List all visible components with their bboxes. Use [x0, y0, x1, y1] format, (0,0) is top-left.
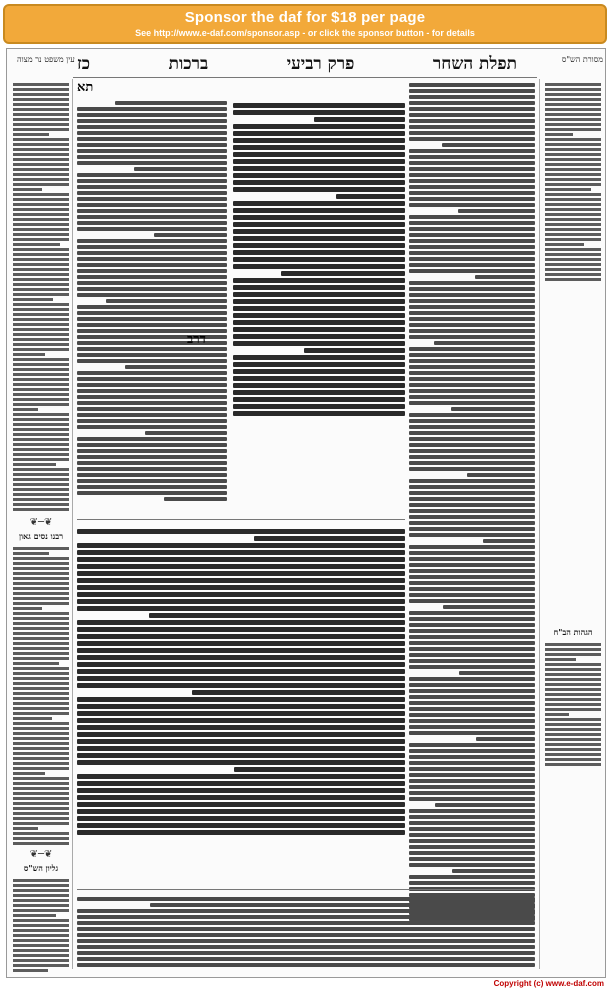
- mesoret-hashas-column: [545, 81, 601, 281]
- copyright-notice[interactable]: Copyright (c) www.e-daf.com: [493, 979, 604, 988]
- right-margin-rule: [539, 79, 540, 969]
- gilyon-hashas-label: גליון הש"ס: [23, 863, 59, 873]
- daf-number: כז: [77, 54, 91, 74]
- talmud-page: [6, 48, 606, 978]
- page-header: [77, 53, 517, 75]
- sponsor-banner[interactable]: [3, 4, 607, 44]
- bottom-commentary: [77, 895, 535, 971]
- tosafot-heading-word: דרב: [187, 332, 206, 347]
- ein-mishpat-label: עין משפט נר מצוה: [17, 55, 75, 64]
- hagahot-bach-column: [545, 641, 601, 771]
- rabbeinu-nissim-column: [13, 545, 69, 845]
- mesoret-hashas-label: מסורת הש"ס: [561, 55, 603, 64]
- hagahot-bach-label: הגהות הב"ח: [553, 627, 593, 637]
- gemara-main-text-lower: [77, 527, 405, 882]
- rabbeinu-nissim-label: רבנו נסים גאון: [18, 531, 64, 541]
- left-column-ornament-2: ❦─❦: [29, 849, 53, 860]
- left-margin-rule: [72, 79, 73, 969]
- left-column-ornament: ❦─❦: [29, 517, 53, 528]
- sponsor-banner-subtitle[interactable]: See http://www.e-daf.com/sponsor.asp - or click the sponsor button - for details: [135, 28, 475, 38]
- gemara-main-text-upper: [233, 101, 405, 461]
- bottom-commentary-rule: [77, 889, 535, 890]
- rashi-commentary: [409, 81, 535, 941]
- header-rule: [73, 77, 537, 78]
- gemara-section-rule: [77, 519, 405, 520]
- chapter-number: פרק רביעי: [286, 54, 355, 74]
- tosafot-dibur-hamatchil: תא: [77, 80, 94, 95]
- ein-mishpat-column: [13, 81, 69, 511]
- sponsor-banner-title[interactable]: Sponsor the daf for $18 per page: [184, 9, 426, 26]
- gilyon-hashas-column: [13, 877, 69, 972]
- tosafot-commentary: [77, 99, 227, 514]
- chapter-name: תפלת השחר: [432, 54, 517, 74]
- tractate-name: ברכות: [168, 54, 209, 74]
